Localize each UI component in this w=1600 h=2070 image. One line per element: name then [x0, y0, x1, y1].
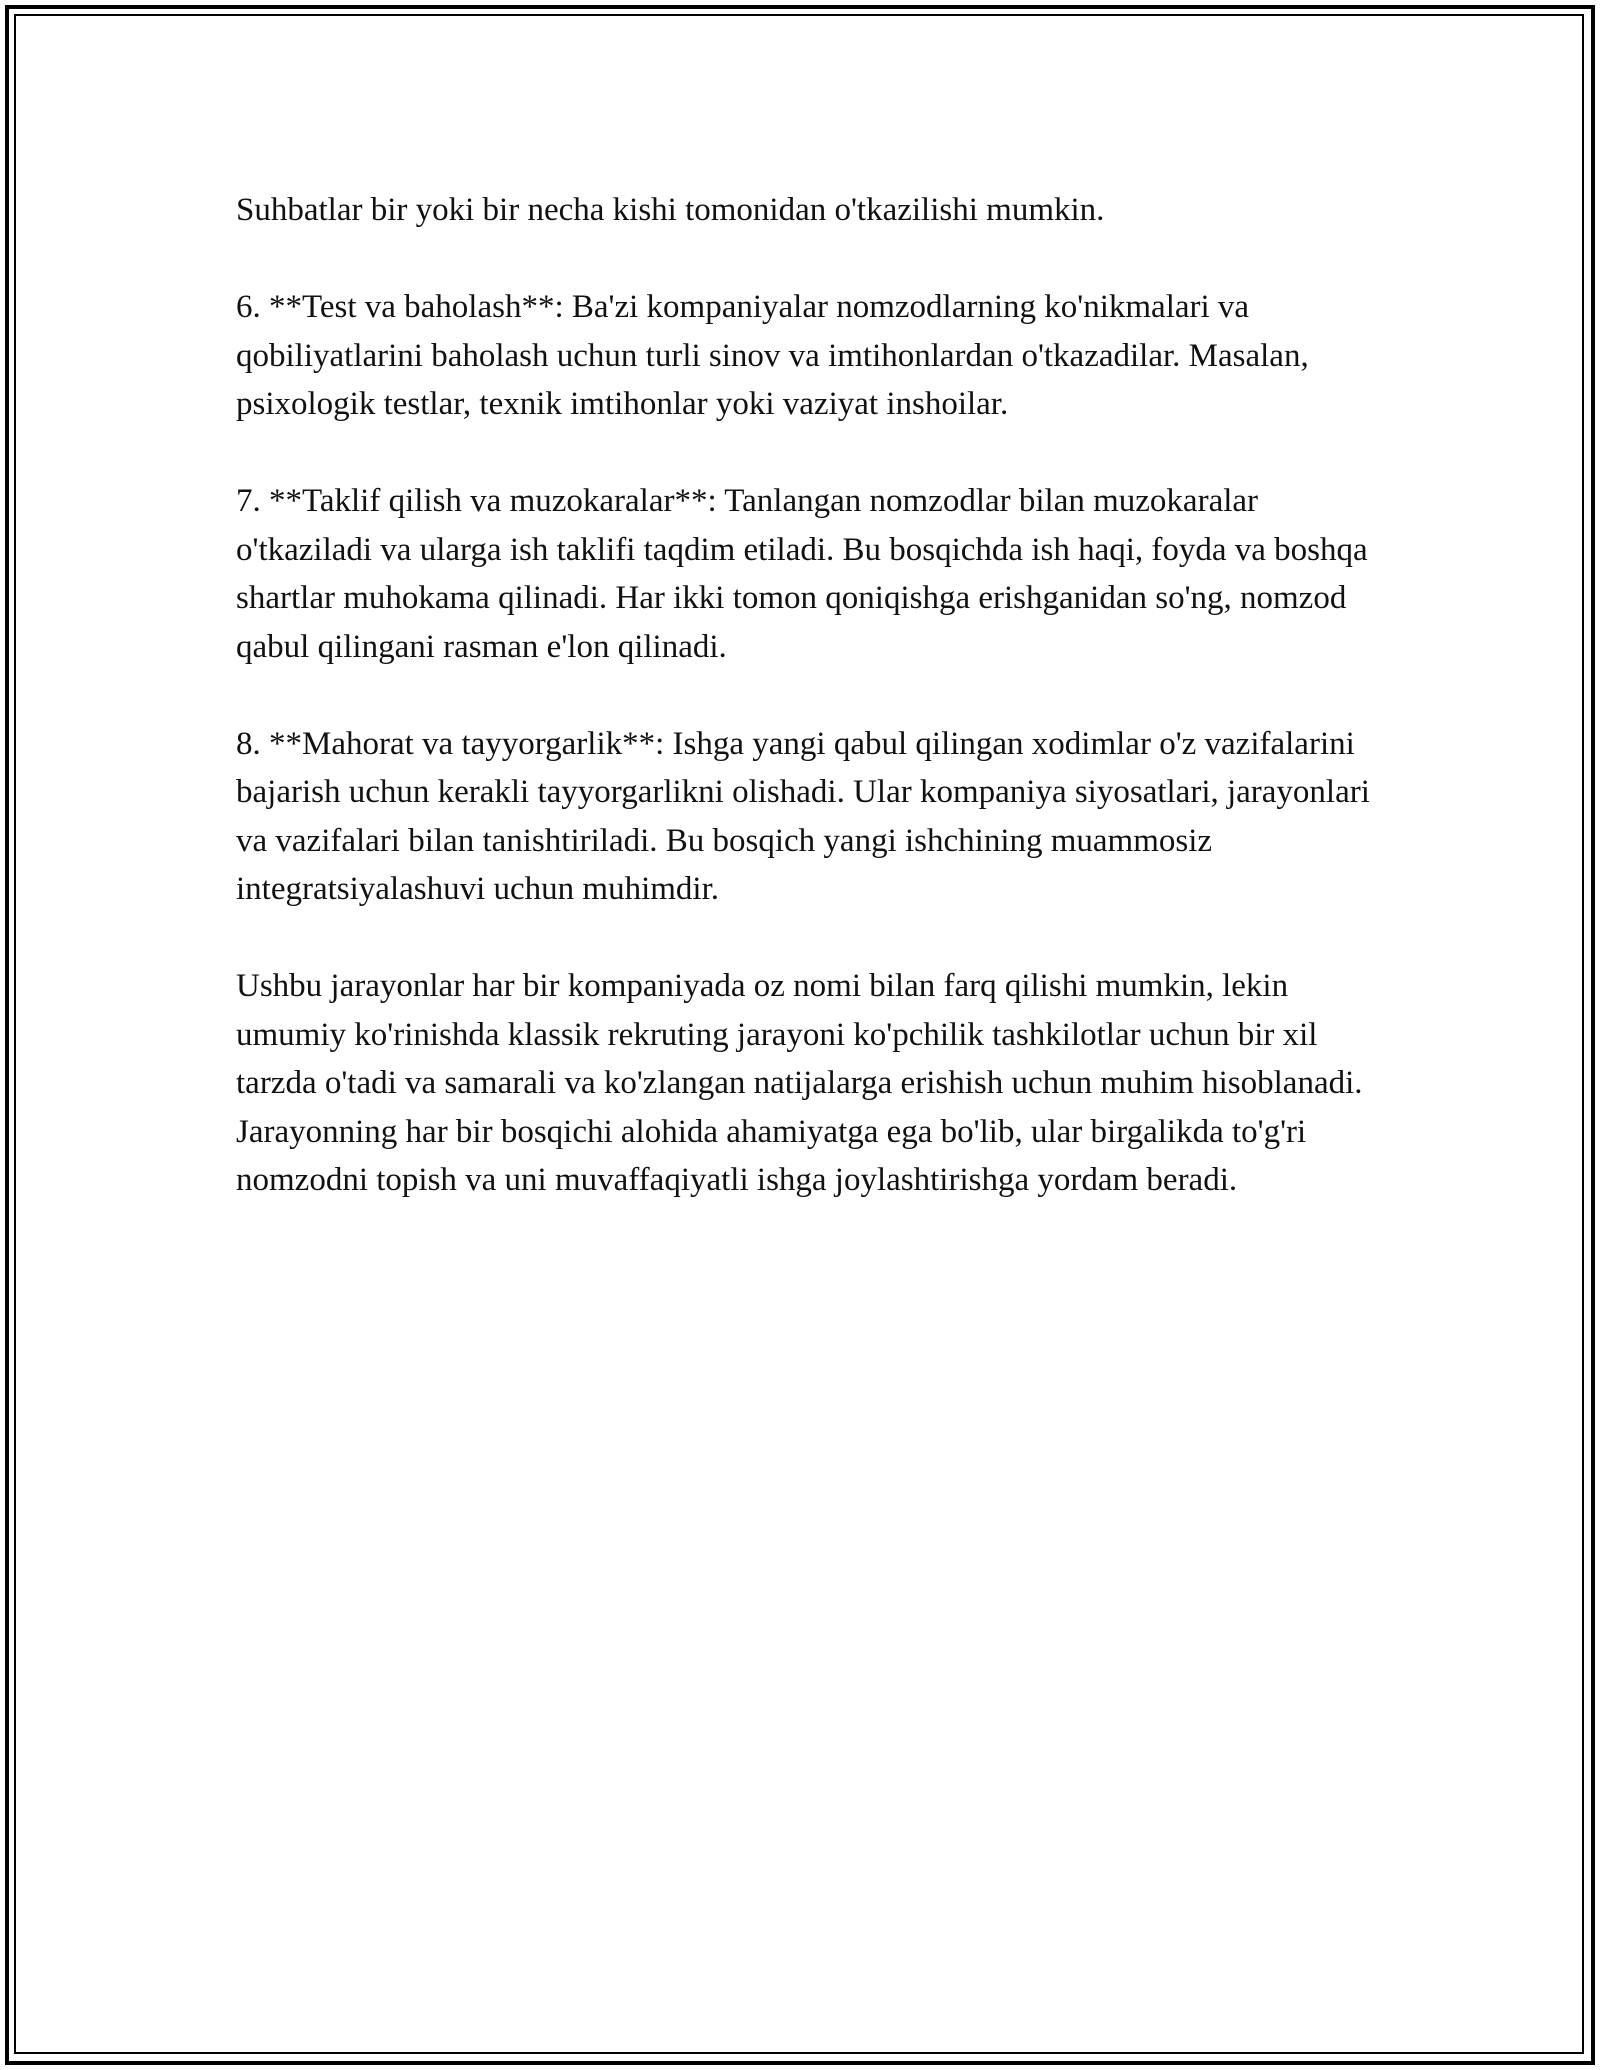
paragraph-offer-negotiation: 7. **Taklif qilish va muzokaralar**: Tanlangan nomzodlar bilan muzokaralar o'tkaziladi va ularga ish taklifi taqdim etiladi. Bu bosqichda ish haqi, foyda va boshqa shartlar muhokama qilinadi. Har ikki tomon qoniqishga erishganidan so'ng, nomzod qabul qilingani rasman e'lon qilinadi. [236, 483, 1368, 665]
paragraph-skills-training: 8. **Mahorat va tayyorgarlik**: Ishga yangi qabul qilingan xodimlar o'z vazifalarini bajarish uchun kerakli tayyorgarlikni olishadi. Ular kompaniya siyosatlari, jarayonlari va vazifalari bilan tanishtiriladi. Bu bosqich yangi ishchining muammosiz integratsiyalashuvi uchun muhimdir. [236, 725, 1370, 907]
document-body [236, 186, 1376, 1253]
paragraph-interview-note: Suhbatlar bir yoki bir necha kishi tomonidan o'tkazilishi mumkin. [236, 192, 1105, 228]
paragraph-conclusion: Ushbu jarayonlar har bir kompaniyada oz nomi bilan farq qilishi mumkin, lekin umumiy ko'rinishda klassik rekruting jarayoni ko'pchilik tashkilotlar uchun bir xil tarzda o'tadi va samarali va ko'zlangan natijalarga erishish uchun muhim hisoblanadi. Jarayonning har bir bosqichi alohida ahamiyatga ega bo'lib, ular birgalikda to'g'ri nomzodni topish va uni muvaffaqiyatli ishga joylashtirishga yordam beradi. [236, 968, 1363, 1198]
paragraph-test-assessment: 6. **Test va baholash**: Ba'zi kompaniyalar nomzodlarning ko'nikmalari va qobiliyatlarini baholash uchun turli sinov va imtihonlardan o'tkazadilar. Masalan, psixologik testlar, texnik imtihonlar yoki vaziyat inshoilar. [236, 289, 1309, 422]
